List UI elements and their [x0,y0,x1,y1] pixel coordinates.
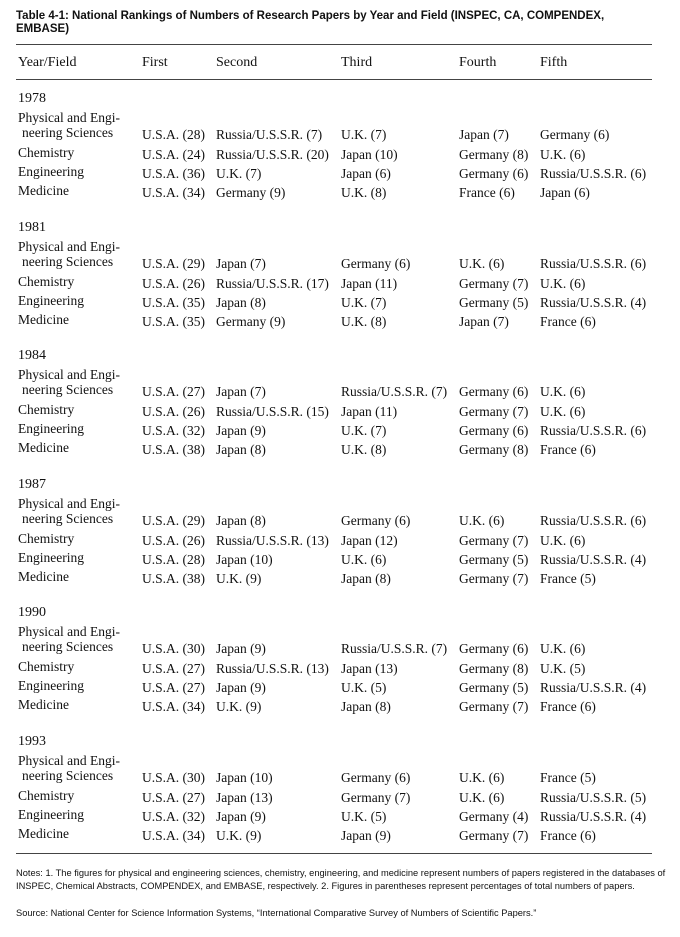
rank-cell: Japan (8) [216,513,266,528]
rank-cell: Germany (7) [341,790,411,805]
rank-cell: Japan (9) [216,809,266,824]
field-label-line1: Physical and Engi- [18,624,120,639]
rank-cell: Japan (7) [459,314,509,329]
rank-cell: U.S.A. (30) [142,641,205,656]
rank-cell: Germany (6) [540,127,610,142]
rank-cell: U.K. (6) [540,147,586,162]
rank-cell: U.S.A. (26) [142,276,205,291]
field-label-line2: neering Sciences [22,639,114,654]
rank-cell: U.S.A. (26) [142,404,205,419]
field-label: Chemistry [18,145,75,160]
rank-cell: Germany (6) [459,384,529,399]
rank-cell: Russia/U.S.S.R. (5) [540,790,647,805]
rank-cell: U.K. (6) [540,404,586,419]
rank-cell: U.K. (6) [459,256,505,271]
rank-cell: Japan (7) [216,256,266,271]
field-label: Medicine [18,826,69,841]
rank-cell: Germany (7) [459,828,529,843]
rank-cell: Japan (8) [216,442,266,457]
rank-cell: U.K. (8) [341,185,387,200]
rank-cell: Russia/U.S.S.R. (20) [216,147,329,162]
rank-cell: Germany (7) [459,404,529,419]
rank-cell: Japan (11) [341,404,398,419]
field-label: Medicine [18,312,69,327]
header-fourth: Fourth [459,55,497,70]
rank-cell: U.S.A. (27) [142,384,205,399]
header-year-field: Year/Field [18,55,77,70]
header-first: First [142,55,168,70]
rank-cell: Japan (9) [216,680,266,695]
rank-cell: U.K. (6) [540,533,586,548]
rank-cell: U.K. (7) [216,166,262,181]
field-label: Engineering [18,678,84,693]
header-second: Second [216,55,258,70]
rank-cell: France (5) [540,770,596,785]
rank-cell: Germany (7) [459,699,529,714]
rank-cell: Russia/U.S.S.R. (4) [540,552,647,567]
rank-cell: Japan (12) [341,533,398,548]
table-source: Source: National Center for Science Information Systems, “International Comparative Survey of Numbers of Scientific Papers.” [16,908,537,918]
rank-cell: Russia/U.S.S.R. (6) [540,423,647,438]
rank-cell: U.K. (6) [540,384,586,399]
field-label: Engineering [18,164,84,179]
rank-cell: France (5) [540,571,596,586]
field-label: Engineering [18,807,84,822]
rank-cell: U.S.A. (27) [142,790,205,805]
rank-cell: U.K. (8) [341,442,387,457]
rank-cell: Japan (8) [216,295,266,310]
rank-cell: Japan (10) [216,552,273,567]
rank-cell: Japan (8) [341,571,391,586]
rank-cell: U.K. (6) [459,513,505,528]
rank-cell: Germany (5) [459,552,529,567]
field-label: Chemistry [18,402,75,417]
rank-cell: Russia/U.S.S.R. (6) [540,166,647,181]
rank-cell: U.S.A. (34) [142,699,205,714]
rank-cell: France (6) [540,699,596,714]
field-label: Chemistry [18,659,75,674]
rank-cell: Japan (9) [341,828,391,843]
field-label: Engineering [18,550,84,565]
rank-cell: Germany (6) [459,423,529,438]
rank-cell: Japan (10) [341,147,398,162]
rank-cell: France (6) [540,442,596,457]
year-heading: 1993 [18,734,46,749]
year-heading: 1990 [18,605,46,620]
field-label: Chemistry [18,531,75,546]
rank-cell: U.K. (6) [459,770,505,785]
rank-cell: Japan (7) [459,127,509,142]
rank-cell: Russia/U.S.S.R. (13) [216,533,329,548]
rank-cell: Japan (6) [540,185,590,200]
field-label: Engineering [18,293,84,308]
rank-cell: Japan (11) [341,276,398,291]
rank-cell: U.K. (6) [459,790,505,805]
rank-cell: Germany (6) [459,641,529,656]
header-fifth: Fifth [540,55,568,70]
field-label-line2: neering Sciences [22,254,114,269]
rank-cell: U.S.A. (24) [142,147,205,162]
rank-cell: Germany (6) [459,166,529,181]
rank-cell: Russia/U.S.S.R. (17) [216,276,329,291]
rank-cell: U.S.A. (27) [142,680,205,695]
rank-cell: U.S.A. (32) [142,423,205,438]
rank-cell: Germany (6) [341,256,411,271]
field-label-line1: Physical and Engi- [18,367,120,382]
field-label-line2: neering Sciences [22,511,114,526]
rank-cell: France (6) [540,828,596,843]
rank-cell: U.K. (7) [341,127,387,142]
rank-cell: U.S.A. (38) [142,571,205,586]
rank-cell: U.K. (6) [540,276,586,291]
rank-cell: U.S.A. (26) [142,533,205,548]
rank-cell: U.K. (5) [341,809,387,824]
rank-cell: U.S.A. (34) [142,828,205,843]
rank-cell: Germany (7) [459,571,529,586]
rank-cell: U.S.A. (30) [142,770,205,785]
field-label: Medicine [18,697,69,712]
field-label-line1: Physical and Engi- [18,239,120,254]
rank-cell: Japan (13) [341,661,398,676]
table-title: Table 4-1: National Rankings of Numbers of Research Papers by Year and Field (INSPEC, CA, COMPENDEX, EMBASE) [16,10,605,35]
rank-cell: U.S.A. (28) [142,552,205,567]
rank-cell: Russia/U.S.S.R. (13) [216,661,329,676]
rank-cell: U.K. (6) [540,641,586,656]
field-label: Medicine [18,440,69,455]
rank-cell: U.K. (7) [341,423,387,438]
year-heading: 1981 [18,220,46,235]
field-label: Medicine [18,183,69,198]
rank-cell: Germany (9) [216,185,286,200]
rank-cell: Germany (6) [341,513,411,528]
rank-cell: Russia/U.S.S.R. (6) [540,256,647,271]
rank-cell: Germany (5) [459,295,529,310]
rank-cell: Japan (10) [216,770,273,785]
rank-cell: U.S.A. (34) [142,185,205,200]
field-label-line2: neering Sciences [22,382,114,397]
field-label-line2: neering Sciences [22,768,114,783]
rank-cell: U.S.A. (27) [142,661,205,676]
field-label: Medicine [18,569,69,584]
field-label: Engineering [18,421,84,436]
rank-cell: U.S.A. (32) [142,809,205,824]
rank-cell: Germany (8) [459,661,529,676]
table-notes: Notes: 1. The figures for physical and engineering sciences, chemistry, engineering, and medicine represent numbers of papers registered in the databases of INSPEC, Chemical Abstracts, COMPENDEX, and EMBASE, respectively. 2. Figures in parentheses represent percentages of total numbers of papers. [16,868,666,891]
rank-cell: U.S.A. (28) [142,127,205,142]
rank-cell: U.S.A. (36) [142,166,205,181]
rank-cell: U.K. (8) [341,314,387,329]
rank-cell: Germany (6) [341,770,411,785]
rank-cell: Germany (9) [216,314,286,329]
rank-cell: Japan (13) [216,790,273,805]
rank-cell: Russia/U.S.S.R. (4) [540,680,647,695]
rank-cell: France (6) [540,314,596,329]
rank-cell: Germany (5) [459,680,529,695]
field-label-line1: Physical and Engi- [18,110,120,125]
rank-cell: Russia/U.S.S.R. (15) [216,404,329,419]
field-label-line2: neering Sciences [22,125,114,140]
rank-cell: U.K. (6) [341,552,387,567]
rank-cell: Russia/U.S.S.R. (7) [216,127,323,142]
rank-cell: U.S.A. (35) [142,295,205,310]
rank-cell: U.K. (5) [540,661,586,676]
bottom-rule [16,853,652,854]
rank-cell: Russia/U.S.S.R. (4) [540,295,647,310]
rank-cell: Russia/U.S.S.R. (7) [341,641,448,656]
field-label: Chemistry [18,788,75,803]
rank-cell: U.K. (9) [216,571,262,586]
field-label: Chemistry [18,274,75,289]
rank-cell: U.K. (9) [216,699,262,714]
rank-cell: U.K. (9) [216,828,262,843]
header-third: Third [341,55,373,70]
rank-cell: Germany (7) [459,533,529,548]
field-label-line1: Physical and Engi- [18,496,120,511]
rank-cell: Japan (9) [216,641,266,656]
year-heading: 1987 [18,477,46,492]
rank-cell: Japan (9) [216,423,266,438]
rank-cell: Japan (8) [341,699,391,714]
rank-cell: Japan (6) [341,166,391,181]
rank-cell: Russia/U.S.S.R. (4) [540,809,647,824]
rank-cell: U.K. (5) [341,680,387,695]
year-heading: 1984 [18,348,46,363]
rank-cell: France (6) [459,185,515,200]
rank-cell: Japan (7) [216,384,266,399]
field-label-line1: Physical and Engi- [18,753,120,768]
rank-cell: U.S.A. (38) [142,442,205,457]
rank-cell: Germany (8) [459,147,529,162]
rank-cell: Russia/U.S.S.R. (7) [341,384,448,399]
rank-cell: Germany (7) [459,276,529,291]
rank-cell: U.S.A. (29) [142,513,205,528]
rank-cell: Russia/U.S.S.R. (6) [540,513,647,528]
rank-cell: U.S.A. (35) [142,314,205,329]
rank-cell: Germany (4) [459,809,529,824]
rank-cell: Germany (8) [459,442,529,457]
year-heading: 1978 [18,91,46,106]
rank-cell: U.K. (7) [341,295,387,310]
rank-cell: U.S.A. (29) [142,256,205,271]
